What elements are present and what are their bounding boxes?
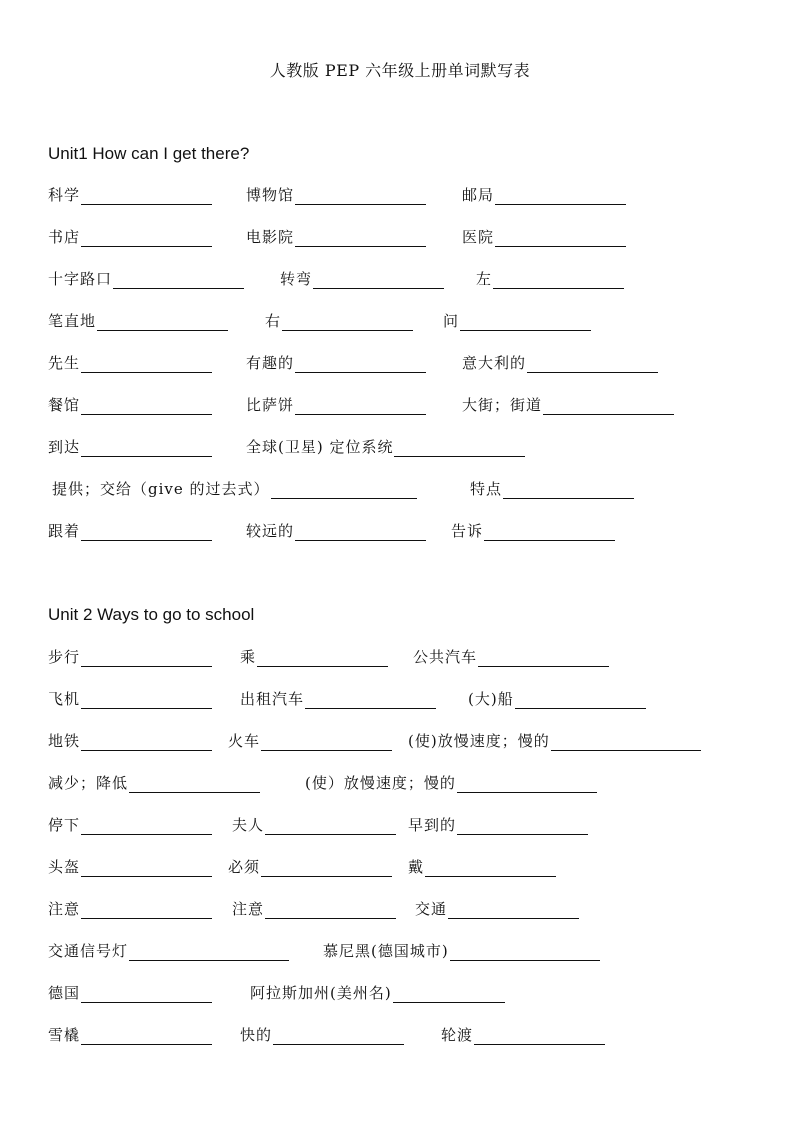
vocab-item [48, 520, 212, 541]
vocab-label: 早到的 [408, 816, 457, 834]
answer-blank[interactable] [474, 1027, 605, 1045]
vocab-item [246, 226, 426, 247]
vocab-item [48, 646, 212, 667]
answer-blank[interactable] [81, 1027, 212, 1045]
vocab-label: 邮局 [462, 186, 495, 204]
vocab-item [48, 688, 212, 709]
answer-blank[interactable] [495, 187, 626, 205]
answer-blank[interactable] [81, 733, 212, 751]
vocab-item [408, 730, 701, 751]
answer-blank[interactable] [81, 985, 212, 1003]
vocab-item [462, 352, 658, 373]
answer-blank[interactable] [129, 943, 289, 961]
vocab-label: 右 [265, 312, 282, 330]
answer-blank[interactable] [273, 1027, 404, 1045]
vocab-item [48, 394, 212, 415]
vocab-item [462, 226, 626, 247]
vocab-label: 跟着 [48, 522, 81, 540]
unit-2-heading: Unit 2 Ways to go to school [48, 605, 255, 624]
vocab-label: 快的 [240, 1026, 273, 1044]
vocab-item [415, 898, 579, 919]
vocab-item [228, 856, 392, 877]
vocab-label: 问 [443, 312, 460, 330]
answer-blank[interactable] [257, 649, 388, 667]
vocab-label: 有趣的 [246, 354, 295, 372]
vocab-item [305, 772, 597, 793]
vocab-item [48, 310, 228, 331]
unit-2-row [0, 1024, 800, 1048]
answer-blank[interactable] [81, 397, 212, 415]
vocab-label: 阿拉斯加州(美州名) [250, 984, 392, 1002]
answer-blank[interactable] [495, 229, 626, 247]
answer-blank[interactable] [261, 733, 392, 751]
vocab-label: 博物馆 [246, 186, 295, 204]
vocab-label: 十字路口 [48, 270, 113, 288]
answer-blank[interactable] [393, 985, 505, 1003]
unit-1-heading: Unit1 How can I get there? [48, 144, 250, 163]
vocab-item [48, 268, 244, 289]
vocab-label: 全球(卫星) 定位系统 [246, 438, 394, 456]
vocab-item [232, 898, 396, 919]
answer-blank[interactable] [113, 271, 244, 289]
answer-blank[interactable] [503, 481, 634, 499]
vocab-item [443, 310, 591, 331]
vocab-item [48, 814, 212, 835]
vocab-label: 先生 [48, 354, 81, 372]
vocab-item [232, 814, 396, 835]
unit-1-row [0, 310, 800, 334]
answer-blank[interactable] [271, 481, 417, 499]
answer-blank[interactable] [394, 439, 525, 457]
vocab-label: 较远的 [246, 522, 295, 540]
vocab-item [462, 394, 674, 415]
vocab-item [48, 772, 260, 793]
answer-blank[interactable] [295, 187, 426, 205]
vocab-item [468, 688, 646, 709]
answer-blank[interactable] [81, 229, 212, 247]
vocab-item [265, 310, 413, 331]
unit-1-row [0, 226, 800, 250]
answer-blank[interactable] [484, 523, 615, 541]
answer-blank[interactable] [457, 817, 588, 835]
vocab-item [48, 1024, 212, 1045]
answer-blank[interactable] [543, 397, 674, 415]
vocab-item [470, 478, 634, 499]
vocab-label: 转弯 [280, 270, 313, 288]
vocab-label: (使)放慢速度；慢的 [408, 732, 550, 750]
vocab-label: 电影院 [246, 228, 295, 246]
answer-blank[interactable] [81, 691, 212, 709]
vocab-item [246, 352, 426, 373]
unit-2-row [0, 940, 800, 964]
answer-blank[interactable] [97, 313, 228, 331]
vocab-item [52, 478, 417, 499]
vocab-label: 减少；降低 [48, 774, 129, 792]
unit-2-row [0, 856, 800, 880]
vocab-item [246, 394, 426, 415]
vocab-item [441, 1024, 605, 1045]
unit-2-row [0, 730, 800, 754]
answer-blank[interactable] [478, 649, 609, 667]
vocab-label: 医院 [462, 228, 495, 246]
vocab-item [48, 730, 212, 751]
vocab-label: 交通 [415, 900, 448, 918]
vocab-label: 雪橇 [48, 1026, 81, 1044]
answer-blank[interactable] [313, 271, 444, 289]
answer-blank[interactable] [81, 649, 212, 667]
unit-2-row [0, 688, 800, 712]
vocab-label: 公共汽车 [413, 648, 478, 666]
vocab-label: 慕尼黑(德国城市) [323, 942, 449, 960]
vocab-label: 戴 [408, 858, 425, 876]
vocab-item [246, 184, 426, 205]
vocab-item [228, 730, 392, 751]
vocab-label: 交通信号灯 [48, 942, 129, 960]
vocab-label: 夫人 [232, 816, 265, 834]
vocab-item [250, 982, 505, 1003]
answer-blank[interactable] [261, 859, 392, 877]
vocab-label: 笔直地 [48, 312, 97, 330]
vocab-item [408, 814, 588, 835]
vocab-item [413, 646, 609, 667]
unit-1-row [0, 394, 800, 418]
vocab-label: 飞机 [48, 690, 81, 708]
answer-blank[interactable] [81, 355, 212, 373]
vocab-label: 提供；交给（give 的过去式） [52, 480, 270, 498]
answer-blank[interactable] [81, 439, 212, 457]
unit-1-row [0, 352, 800, 376]
vocab-item [240, 646, 388, 667]
vocab-item [451, 520, 615, 541]
vocab-label: 头盔 [48, 858, 81, 876]
answer-blank[interactable] [81, 901, 212, 919]
vocab-item [323, 940, 600, 961]
vocab-label: 地铁 [48, 732, 81, 750]
answer-blank[interactable] [305, 691, 436, 709]
vocab-label: 告诉 [451, 522, 484, 540]
answer-blank[interactable] [129, 775, 260, 793]
vocab-label: 乘 [240, 648, 257, 666]
unit-1-row [0, 268, 800, 292]
vocab-label: 轮渡 [441, 1026, 474, 1044]
unit-1-row [0, 436, 800, 460]
vocab-label: 书店 [48, 228, 81, 246]
vocab-label: 德国 [48, 984, 81, 1002]
vocab-label: 出租汽车 [240, 690, 305, 708]
answer-blank[interactable] [450, 943, 600, 961]
vocab-label: 左 [476, 270, 493, 288]
vocab-item [240, 688, 436, 709]
vocab-label: 特点 [470, 480, 503, 498]
vocab-item [48, 226, 212, 247]
unit-1-row [0, 184, 800, 208]
vocab-item [476, 268, 624, 289]
page-title: 人教版 PEP 六年级上册单词默写表 [269, 61, 531, 80]
unit-2-row [0, 772, 800, 796]
vocab-item [48, 436, 212, 457]
answer-blank[interactable] [81, 817, 212, 835]
vocab-item [246, 436, 525, 457]
unit-2-row [0, 982, 800, 1006]
answer-blank[interactable] [457, 775, 597, 793]
vocab-label: (使）放慢速度；慢的 [305, 774, 456, 792]
answer-blank[interactable] [295, 523, 426, 541]
answer-blank[interactable] [425, 859, 556, 877]
vocab-item [48, 898, 212, 919]
unit-1-row [0, 520, 800, 544]
unit-2-row [0, 646, 800, 670]
vocab-item [280, 268, 444, 289]
answer-blank[interactable] [460, 313, 591, 331]
vocab-label: 火车 [228, 732, 261, 750]
vocab-item [48, 184, 212, 205]
answer-blank[interactable] [265, 817, 396, 835]
vocab-label: 必须 [228, 858, 261, 876]
answer-blank[interactable] [265, 901, 396, 919]
answer-blank[interactable] [448, 901, 579, 919]
answer-blank[interactable] [81, 523, 212, 541]
answer-blank[interactable] [282, 313, 413, 331]
vocab-item [246, 520, 426, 541]
vocab-label: 意大利的 [462, 354, 527, 372]
unit-1-row [0, 478, 800, 502]
vocab-label: 到达 [48, 438, 81, 456]
vocab-label: 注意 [48, 900, 81, 918]
vocab-label: 大街；街道 [462, 396, 543, 414]
vocab-item [462, 184, 626, 205]
vocab-label: 注意 [232, 900, 265, 918]
answer-blank[interactable] [81, 187, 212, 205]
vocab-item [48, 352, 212, 373]
answer-blank[interactable] [295, 229, 426, 247]
answer-blank[interactable] [295, 355, 426, 373]
vocab-item [48, 940, 289, 961]
vocab-label: 步行 [48, 648, 81, 666]
answer-blank[interactable] [295, 397, 426, 415]
answer-blank[interactable] [515, 691, 646, 709]
answer-blank[interactable] [81, 859, 212, 877]
vocab-label: 停下 [48, 816, 81, 834]
unit-2-row [0, 814, 800, 838]
vocab-label: 比萨饼 [246, 396, 295, 414]
vocab-label: 科学 [48, 186, 81, 204]
vocab-item [240, 1024, 404, 1045]
vocab-label: 餐馆 [48, 396, 81, 414]
vocab-label: (大)船 [468, 690, 514, 708]
vocab-item [48, 982, 212, 1003]
answer-blank[interactable] [493, 271, 624, 289]
unit-2-row [0, 898, 800, 922]
vocab-item [408, 856, 556, 877]
vocab-item [48, 856, 212, 877]
answer-blank[interactable] [527, 355, 658, 373]
answer-blank[interactable] [551, 733, 701, 751]
